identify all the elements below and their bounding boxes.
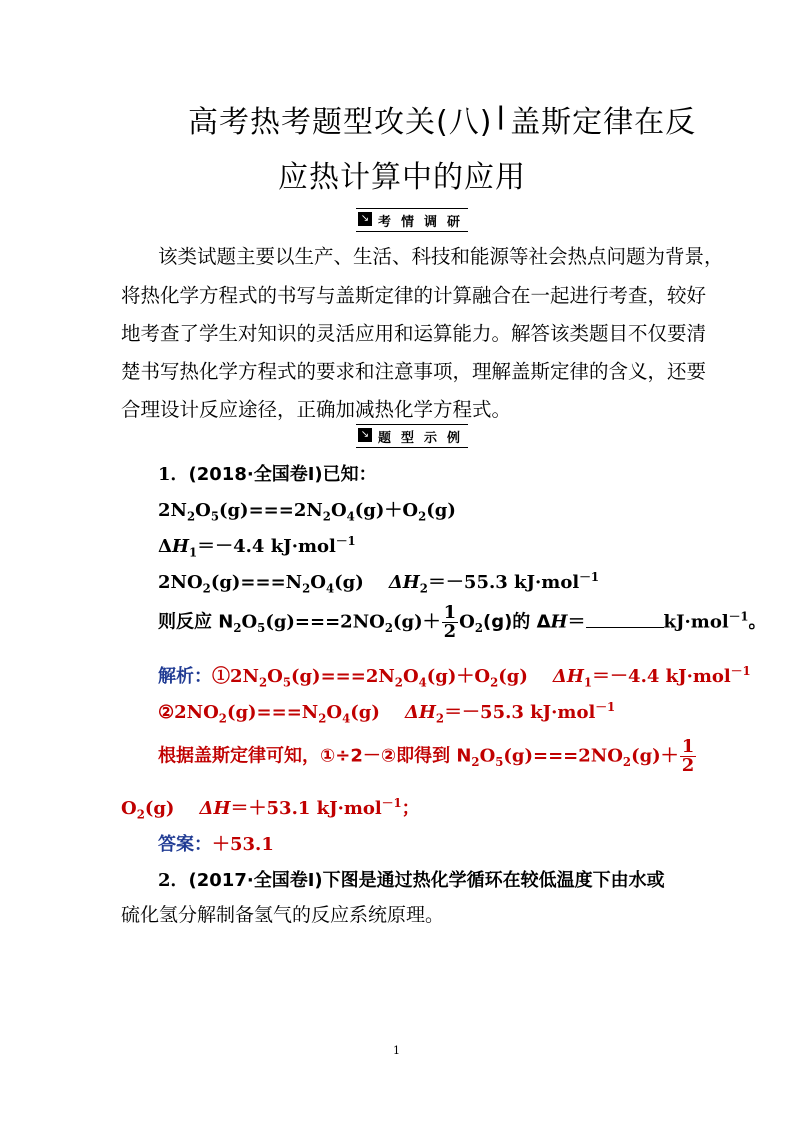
intro-line-1: 该类试题主要以生产、生活、科技和能源等社会热点问题为背景， <box>158 245 724 268</box>
fraction-half: $\frac{1}{2}$ <box>681 736 695 776</box>
question-number: 1． <box>158 464 189 485</box>
answer-value: ＋53.1 <box>212 834 274 855</box>
question-2-line-1: 2．(2017·全国卷Ⅰ)下图是通过热化学循环在较低温度下由水或 <box>158 870 665 891</box>
title-separator: | <box>496 102 507 130</box>
fraction-half: $\frac{1}{2}$ <box>443 602 457 642</box>
enthalpy-1: $\Delta H_1=-4.4$ kJ·mol$^{-1}$ <box>158 534 356 560</box>
answer-label: 答案 <box>158 834 194 855</box>
analysis-line-3: 根据盖斯定律可知，①÷2－②即得到 $N_2O_5(g)===2NO_2(g)+$ $\frac{1}{2}$ <box>158 736 695 776</box>
section-label: 考情调研 <box>378 215 471 230</box>
question-source: (2018·全国卷Ⅰ)已知： <box>188 464 377 485</box>
equation-2: $2NO_2(g)===N_2O_4(g)$ $\Delta H_2=-55.3$ kJ·mol$^{-1}$ <box>158 570 600 596</box>
question-1-ask: 则反应 $N_2O_5(g)===2NO_2(g)+$ $\frac{1}{2}$ $O_2(g)$的 ΔH＝ kJ·mol$^{-1}$。 <box>158 602 767 642</box>
answer-line: 答案：＋53.1 <box>158 834 274 855</box>
question-1-header <box>158 460 377 486</box>
page-title-line2: 应热计算中的应用 <box>278 160 526 195</box>
title-part2: 盖斯定律在反 <box>510 105 697 140</box>
section-label: 题型示例 <box>378 431 471 446</box>
arrow-icon: ↘ <box>358 428 372 442</box>
intro-line-3: 地考查了学生对知识的灵活应用和运算能力。解答该类题目不仅要清 <box>121 322 707 345</box>
analysis-line-1: 解析：$①2N_2O_5(g)===2N_2O_4(g)+O_2(g)$ $\Delta H_1=-4.4$ kJ·mol$^{-1}$ <box>158 664 751 690</box>
intro-line-5: 合理设计反应途径，正确加减热化学方程式。 <box>121 398 512 421</box>
analysis-line-4: $O_2(g)$ ΔH＝＋53.1 kJ·mol$^{-1}$； <box>121 796 420 822</box>
question-2-line-2: 硫化氢分解制备氢气的反应系统原理。 <box>121 904 445 926</box>
page-number: 1 <box>393 1044 400 1057</box>
equation-1: $2N_2O_5(g)===2N_2O_4(g)+O_2(g)$ <box>158 500 456 524</box>
intro-line-2: 将热化学方程式的书写与盖斯定律的计算融合在一起进行考查，较好 <box>121 284 707 307</box>
analysis-line-2: $②2NO_2(g)===N_2O_4(g)$ $\Delta H_2=-55.3$ kJ·mol$^{-1}$ <box>158 700 616 726</box>
question-number: 2． <box>158 870 189 891</box>
arrow-icon: ↘ <box>358 212 372 226</box>
answer-blank <box>586 609 664 628</box>
section-header-examples <box>356 424 471 448</box>
section-header-survey <box>356 208 471 232</box>
page-title <box>188 97 696 141</box>
intro-line-4: 楚书写热化学方程式的要求和注意事项，理解盖斯定律的含义，还要 <box>121 360 707 383</box>
analysis-label: 解析 <box>158 666 194 687</box>
title-part1: 高考热考题型攻关(八) <box>188 105 493 140</box>
